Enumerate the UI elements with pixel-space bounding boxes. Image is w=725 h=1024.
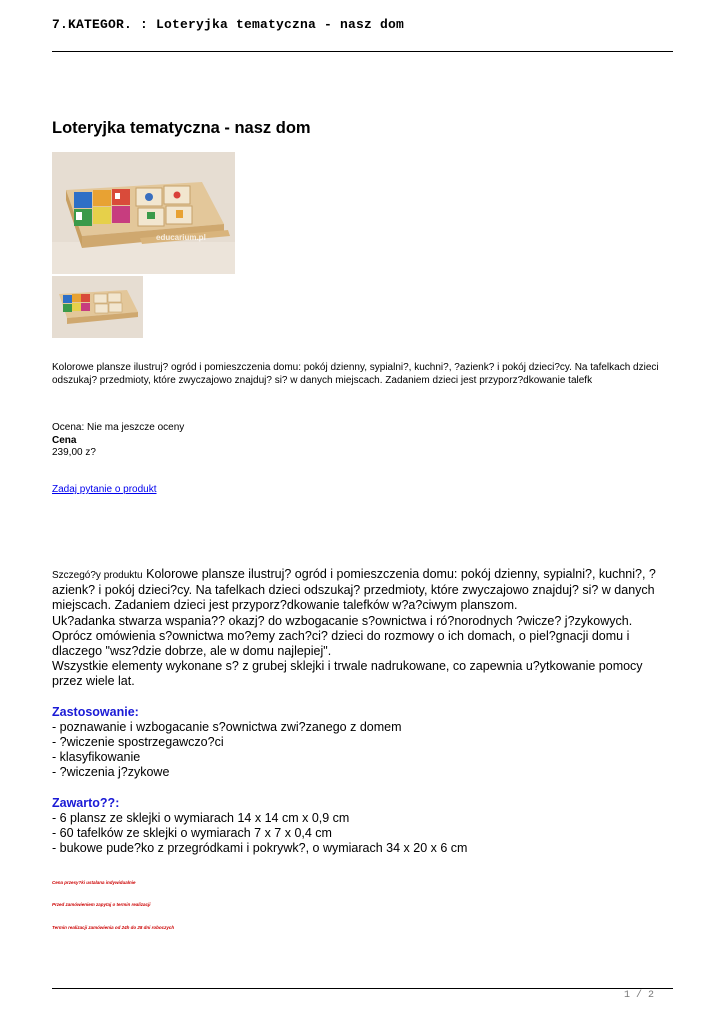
order-inquiry-note: Przed zamówieniem zapytaj o termin realizacji: [52, 902, 151, 907]
product-title: Loteryjka tematyczna - nasz dom: [52, 119, 311, 137]
price-value: 239,00 z?: [52, 447, 96, 458]
list-item: - poznawanie i wzbogacanie s?ownictwa zwi?zanego z domem: [52, 719, 402, 734]
lead-time-note: Termin realizacji zamówienia od 24h do 28 dni roboczych: [52, 925, 175, 930]
details-text-1: Kolorowe plansze ilustruj? ogród i pomieszczenia domu: pokój dzienny, sypialni?, kuchni?, ?azienk? i pokój dzieci?cy. Na tafelkach dzieci odszukaj? przedmioty, które zwyczajowo znajduj? si? w danych miejscach. Zadaniem dzieci jest przyporz?dkowanie talefków w?a?ciwym planszom.: [52, 567, 656, 613]
page-number: 1 / 2: [624, 990, 655, 1001]
shipping-note: Cena przesy?ki ustalana indywidualnie: [52, 880, 136, 885]
product-image-thumbnail[interactable]: [52, 276, 143, 338]
details-paragraph-1: [52, 567, 667, 614]
contents-list: [52, 811, 667, 857]
watermark-text: educarium.pl: [156, 233, 206, 242]
product-image-main[interactable]: [52, 152, 235, 274]
rating-price-block: [52, 422, 184, 460]
product-short-description: Kolorowe plansze ilustruj? ogród i pomieszczenia domu: pokój dzienny, sypialni?, kuchni?, ?azienk? i pokój dzieci?cy. Na tafelkach dzieci odszukaj? przedmioty, które zwyczajowo znajduj? si? w danych miejscach. Zadaniem dzieci jest przyporz?dkowanie talefk: [52, 362, 659, 386]
footer-divider: [52, 988, 673, 989]
usage-heading: Zastosowanie:: [52, 704, 139, 719]
list-item: - 6 plansz ze sklejki o wymiarach 14 x 14 cm x 0,9 cm: [52, 810, 350, 825]
price-label: Cena: [52, 434, 77, 446]
list-item: - 60 tafelków ze sklejki o wymiarach 7 x 7 x 0,4 cm: [52, 826, 332, 841]
details-label: Szczegó?y produktu: [52, 570, 143, 581]
list-item: - klasyfikowanie: [52, 750, 141, 765]
usage-list: [52, 720, 667, 781]
product-details: [52, 567, 667, 856]
list-item: - bukowe pude?ko z przegródkami i pokrywk?, o wymiarach 34 x 20 x 6 cm: [52, 841, 468, 856]
header-divider: [52, 51, 673, 52]
list-item: - ?wiczenie spostrzegawczo?ci: [52, 735, 224, 750]
contents-heading: Zawarto??:: [52, 795, 120, 810]
document-header-title: 7.KATEGOR. : Loteryjka tematyczna - nasz dom: [52, 17, 405, 32]
list-item: - ?wiczenia j?zykowe: [52, 765, 170, 780]
details-paragraph-2: Uk?adanka stwarza wspania?? okazj? do wzbogacanie s?ownictwa i ró?norodnych ?wicze? j?zykowych. Oprócz omówienia s?ownictwa mo?emy zach?ci? dzieci do rozmowy o ich domach, o piel?gnacji domu i dlaczego "wsz?dzie dobrze, ale w domu najlepiej".: [52, 613, 633, 659]
ask-question-link[interactable]: Zadaj pytanie o produkt: [52, 484, 157, 495]
rating-text: Ocena: Nie ma jeszcze oceny: [52, 422, 185, 433]
details-paragraph-3: Wszystkie elementy wykonane s? z grubej sklejki i trwale nadrukowane, co zapewnia u?ytkowanie pomocy przez wiele lat.: [52, 659, 643, 689]
